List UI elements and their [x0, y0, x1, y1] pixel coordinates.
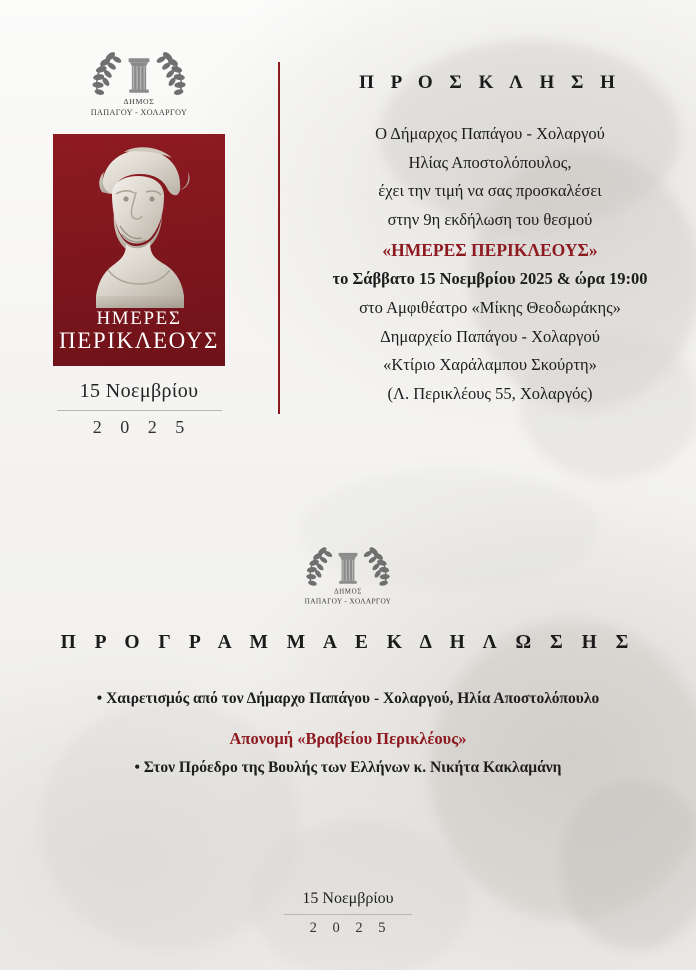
bust-caption [53, 309, 225, 354]
main-date-day: 15 Νοεμβρίου [79, 380, 199, 402]
footer-divider-rule [284, 914, 412, 915]
municipality-crest-secondary [289, 540, 407, 610]
main-date-year: 2 0 2 5 [92, 417, 192, 437]
footer-date-year: 2 0 2 5 [309, 920, 392, 936]
program-section [0, 540, 696, 783]
invitation-line-4: στην 9η εκδήλωση του θεσμού [387, 210, 593, 230]
invitation-line-1: Ο Δήμαρχος Παπάγου - Χολαργού [375, 124, 605, 143]
svg-text:ΔΗΜΟΣ: ΔΗΜΟΣ [123, 96, 155, 106]
invitation-section [0, 28, 696, 478]
svg-text:ΔΗΜΟΣ: ΔΗΜΟΣ [334, 587, 362, 596]
bust-caption-line2: ΠΕΡΙΚΛΕΟΥΣ [59, 328, 219, 354]
venue-line-2: Δημαρχείο Παπάγου - Χολαργού [380, 326, 600, 346]
program-award-title: Απονομή «Βραβείου Περικλέους» [229, 729, 467, 749]
event-datetime: το Σάββατο 15 Νοεμβρίου 2025 & ώρα 19:00 [332, 269, 648, 289]
main-date-block [44, 380, 234, 438]
venue-address: (Λ. Περικλέους 55, Χολαργός) [387, 384, 593, 404]
invitation-heading: Π Ρ Ο Σ Κ Λ Η Σ Η [359, 72, 621, 93]
date-divider-rule [57, 410, 222, 411]
pericles-bust-card [53, 134, 225, 366]
invitation-line-2: Ηλίας Αποστολόπουλος, [408, 152, 572, 172]
poster-left-column [0, 28, 278, 478]
pericles-bust-icon [64, 140, 214, 310]
program-item-recipient: • Στον Πρόεδρο της Βουλής των Ελλήνων κ. Νικήτα Κακλαμάνη [134, 759, 562, 777]
footer-date-day: 15 Νοεμβρίου [302, 890, 394, 907]
program-heading: Π Ρ Ο Γ Ρ Α Μ Μ Α Ε Κ Δ Η Λ Ω Σ Η Σ [60, 632, 636, 653]
invitation-line-3: έχει την τιμή να σας προσκαλέσει [378, 181, 602, 201]
venue-line-1: στο Αμφιθέατρο «Μίκης Θεοδωράκης» [359, 297, 621, 317]
invitation-text-column [280, 28, 696, 478]
event-name: «ΗΜΕΡΕΣ ΠΕΡΙΚΛΕΟΥΣ» [382, 239, 598, 260]
venue-line-3: «Κτίριο Χαράλαμπου Σκούρτη» [383, 355, 597, 375]
svg-text:ΠΑΠΑΓΟΥ - ΧΟΛΑΡΓΟΥ: ΠΑΠΑΓΟΥ - ΧΟΛΑΡΓΟΥ [90, 107, 188, 117]
municipality-crest [73, 44, 205, 122]
program-item-greeting: • Χαιρετισμός από τον Δήμαρχο Παπάγου - Χολαργού, Ηλία Αποστολόπουλο [96, 690, 600, 707]
svg-text:ΠΑΠΑΓΟΥ - ΧΟΛΑΡΓΟΥ: ΠΑΠΑΓΟΥ - ΧΟΛΑΡΓΟΥ [304, 597, 392, 606]
footer-date-block [0, 890, 696, 937]
bust-caption-line1: ΗΜΕΡΕΣ [96, 307, 182, 329]
